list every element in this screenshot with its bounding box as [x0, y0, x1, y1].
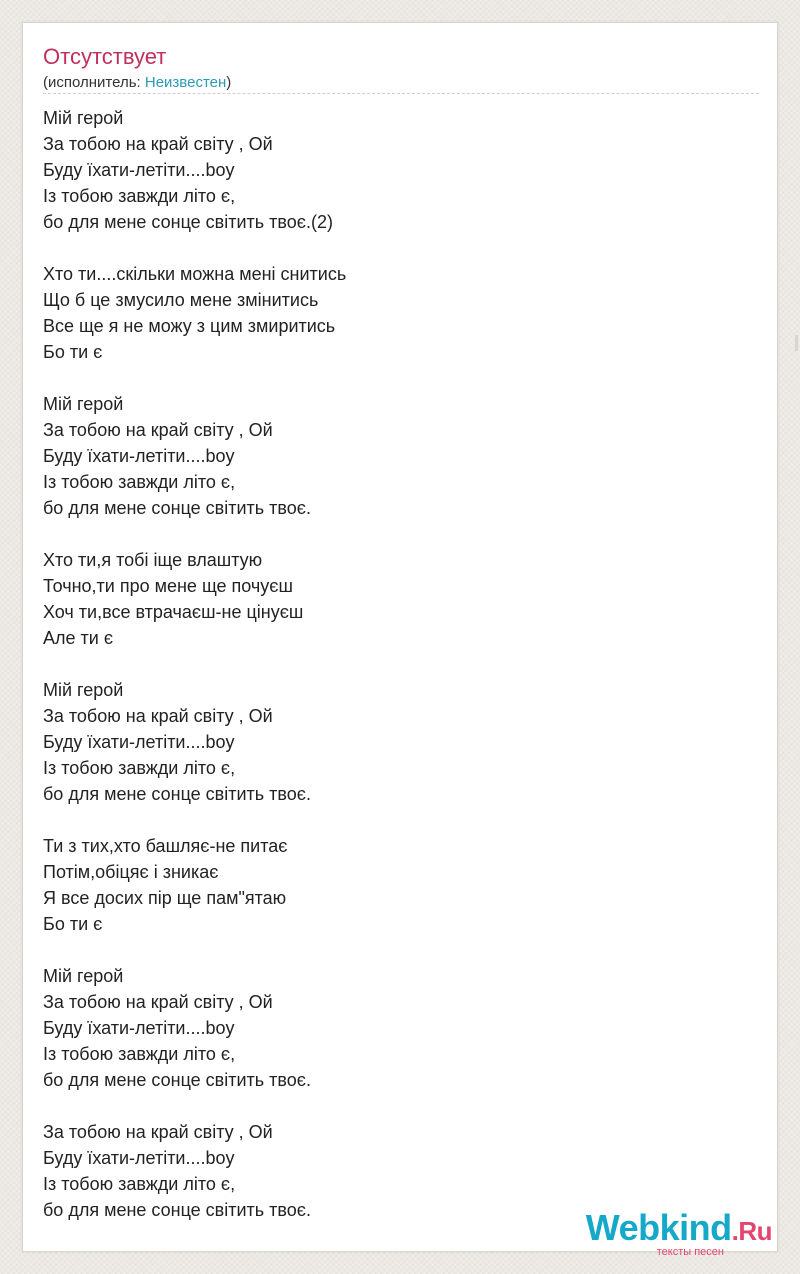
- lyrics-line: За тобою на край світу , Ой: [43, 992, 273, 1012]
- song-title: Отсутствует: [43, 44, 167, 69]
- lyrics-line: Мій герой: [43, 680, 124, 700]
- artist-link[interactable]: Неизвестен: [144, 74, 227, 91]
- lyrics-blank-line: [43, 937, 743, 963]
- lyrics-line: Мій герой: [43, 966, 124, 986]
- lyrics-card: [22, 22, 778, 1252]
- lyrics-line: За тобою на край світу , Ой: [43, 420, 273, 440]
- lyrics-line: Хто ти,я тобі іще влаштую: [43, 550, 263, 570]
- logo-tagline: тексты песен: [656, 1246, 724, 1258]
- lyrics-line: Буду їхати-летіти....boy: [43, 1018, 235, 1038]
- lyrics-line: Мій герой: [43, 394, 124, 414]
- artist-suffix: ): [226, 74, 232, 91]
- lyrics-line: Із тобою завжди літо є,: [43, 186, 236, 206]
- lyrics-line: бо для мене сонце світить твоє.: [43, 1200, 311, 1220]
- lyrics-line: бо для мене сонце світить твоє.: [43, 498, 311, 518]
- logo-wordmark: [585, 1207, 772, 1249]
- lyrics-line: Із тобою завжди літо є,: [43, 1174, 236, 1194]
- site-logo[interactable]: [572, 1207, 772, 1258]
- lyrics-line: За тобою на край світу , Ой: [43, 706, 273, 726]
- lyrics-line: Бо ти є: [43, 914, 103, 934]
- lyrics-line: Я все досих пір ще пам"ятаю: [43, 888, 287, 908]
- lyrics-line: Потім,обіцяє і зникає: [43, 862, 219, 882]
- lyrics-line: Із тобою завжди літо є,: [43, 758, 236, 778]
- artist-prefix: (исполнитель:: [43, 74, 145, 91]
- lyrics-blank-line: [43, 365, 743, 391]
- lyrics-line: Мій герой: [43, 108, 124, 128]
- lyrics-blank-line: [43, 521, 743, 547]
- lyrics-blank-line: [43, 651, 743, 677]
- lyrics-line: Буду їхати-летіти....boy: [43, 160, 235, 180]
- lyrics-line: Із тобою завжди літо є,: [43, 1044, 236, 1064]
- lyrics-line: бо для мене сонце світить твоє.(2): [43, 212, 333, 232]
- lyrics-line: Ти з тих,хто башляє-не питає: [43, 836, 288, 856]
- lyrics-line: Бо ти є: [43, 342, 103, 362]
- lyrics-line: бо для мене сонце світить твоє.: [43, 784, 311, 804]
- lyrics-line: Що б це змусило мене змінитись: [43, 290, 319, 310]
- lyrics-line: Точно,ти про мене ще почуєш: [43, 576, 293, 596]
- divider: [43, 93, 759, 94]
- lyrics-line: Все ще я не можу з цим змиритись: [43, 316, 336, 336]
- scrollbar-thumb[interactable]: [795, 335, 798, 351]
- lyrics-line: Але ти є: [43, 628, 114, 648]
- lyrics-line: бо для мене сонце світить твоє.: [43, 1070, 311, 1090]
- lyrics-blank-line: [43, 235, 743, 261]
- lyrics-line: За тобою на край світу , Ой: [43, 1122, 273, 1142]
- logo-domain-text: .Ru: [731, 1216, 772, 1246]
- artist-line: [43, 73, 231, 93]
- lyrics-line: Буду їхати-летіти....boy: [43, 732, 235, 752]
- lyrics-line: Хто ти....скільки можна мені снитись: [43, 264, 347, 284]
- lyrics-line: Буду їхати-летіти....boy: [43, 1148, 235, 1168]
- lyrics-line: Буду їхати-летіти....boy: [43, 446, 235, 466]
- lyrics-text: [43, 105, 743, 1223]
- lyrics-blank-line: [43, 807, 743, 833]
- lyrics-blank-line: [43, 1093, 743, 1119]
- lyrics-line: За тобою на край світу , Ой: [43, 134, 273, 154]
- lyrics-line: Хоч ти,все втрачаєш-не цінуєш: [43, 602, 304, 622]
- logo-main-text: Webkind: [585, 1207, 732, 1248]
- lyrics-line: Із тобою завжди літо є,: [43, 472, 236, 492]
